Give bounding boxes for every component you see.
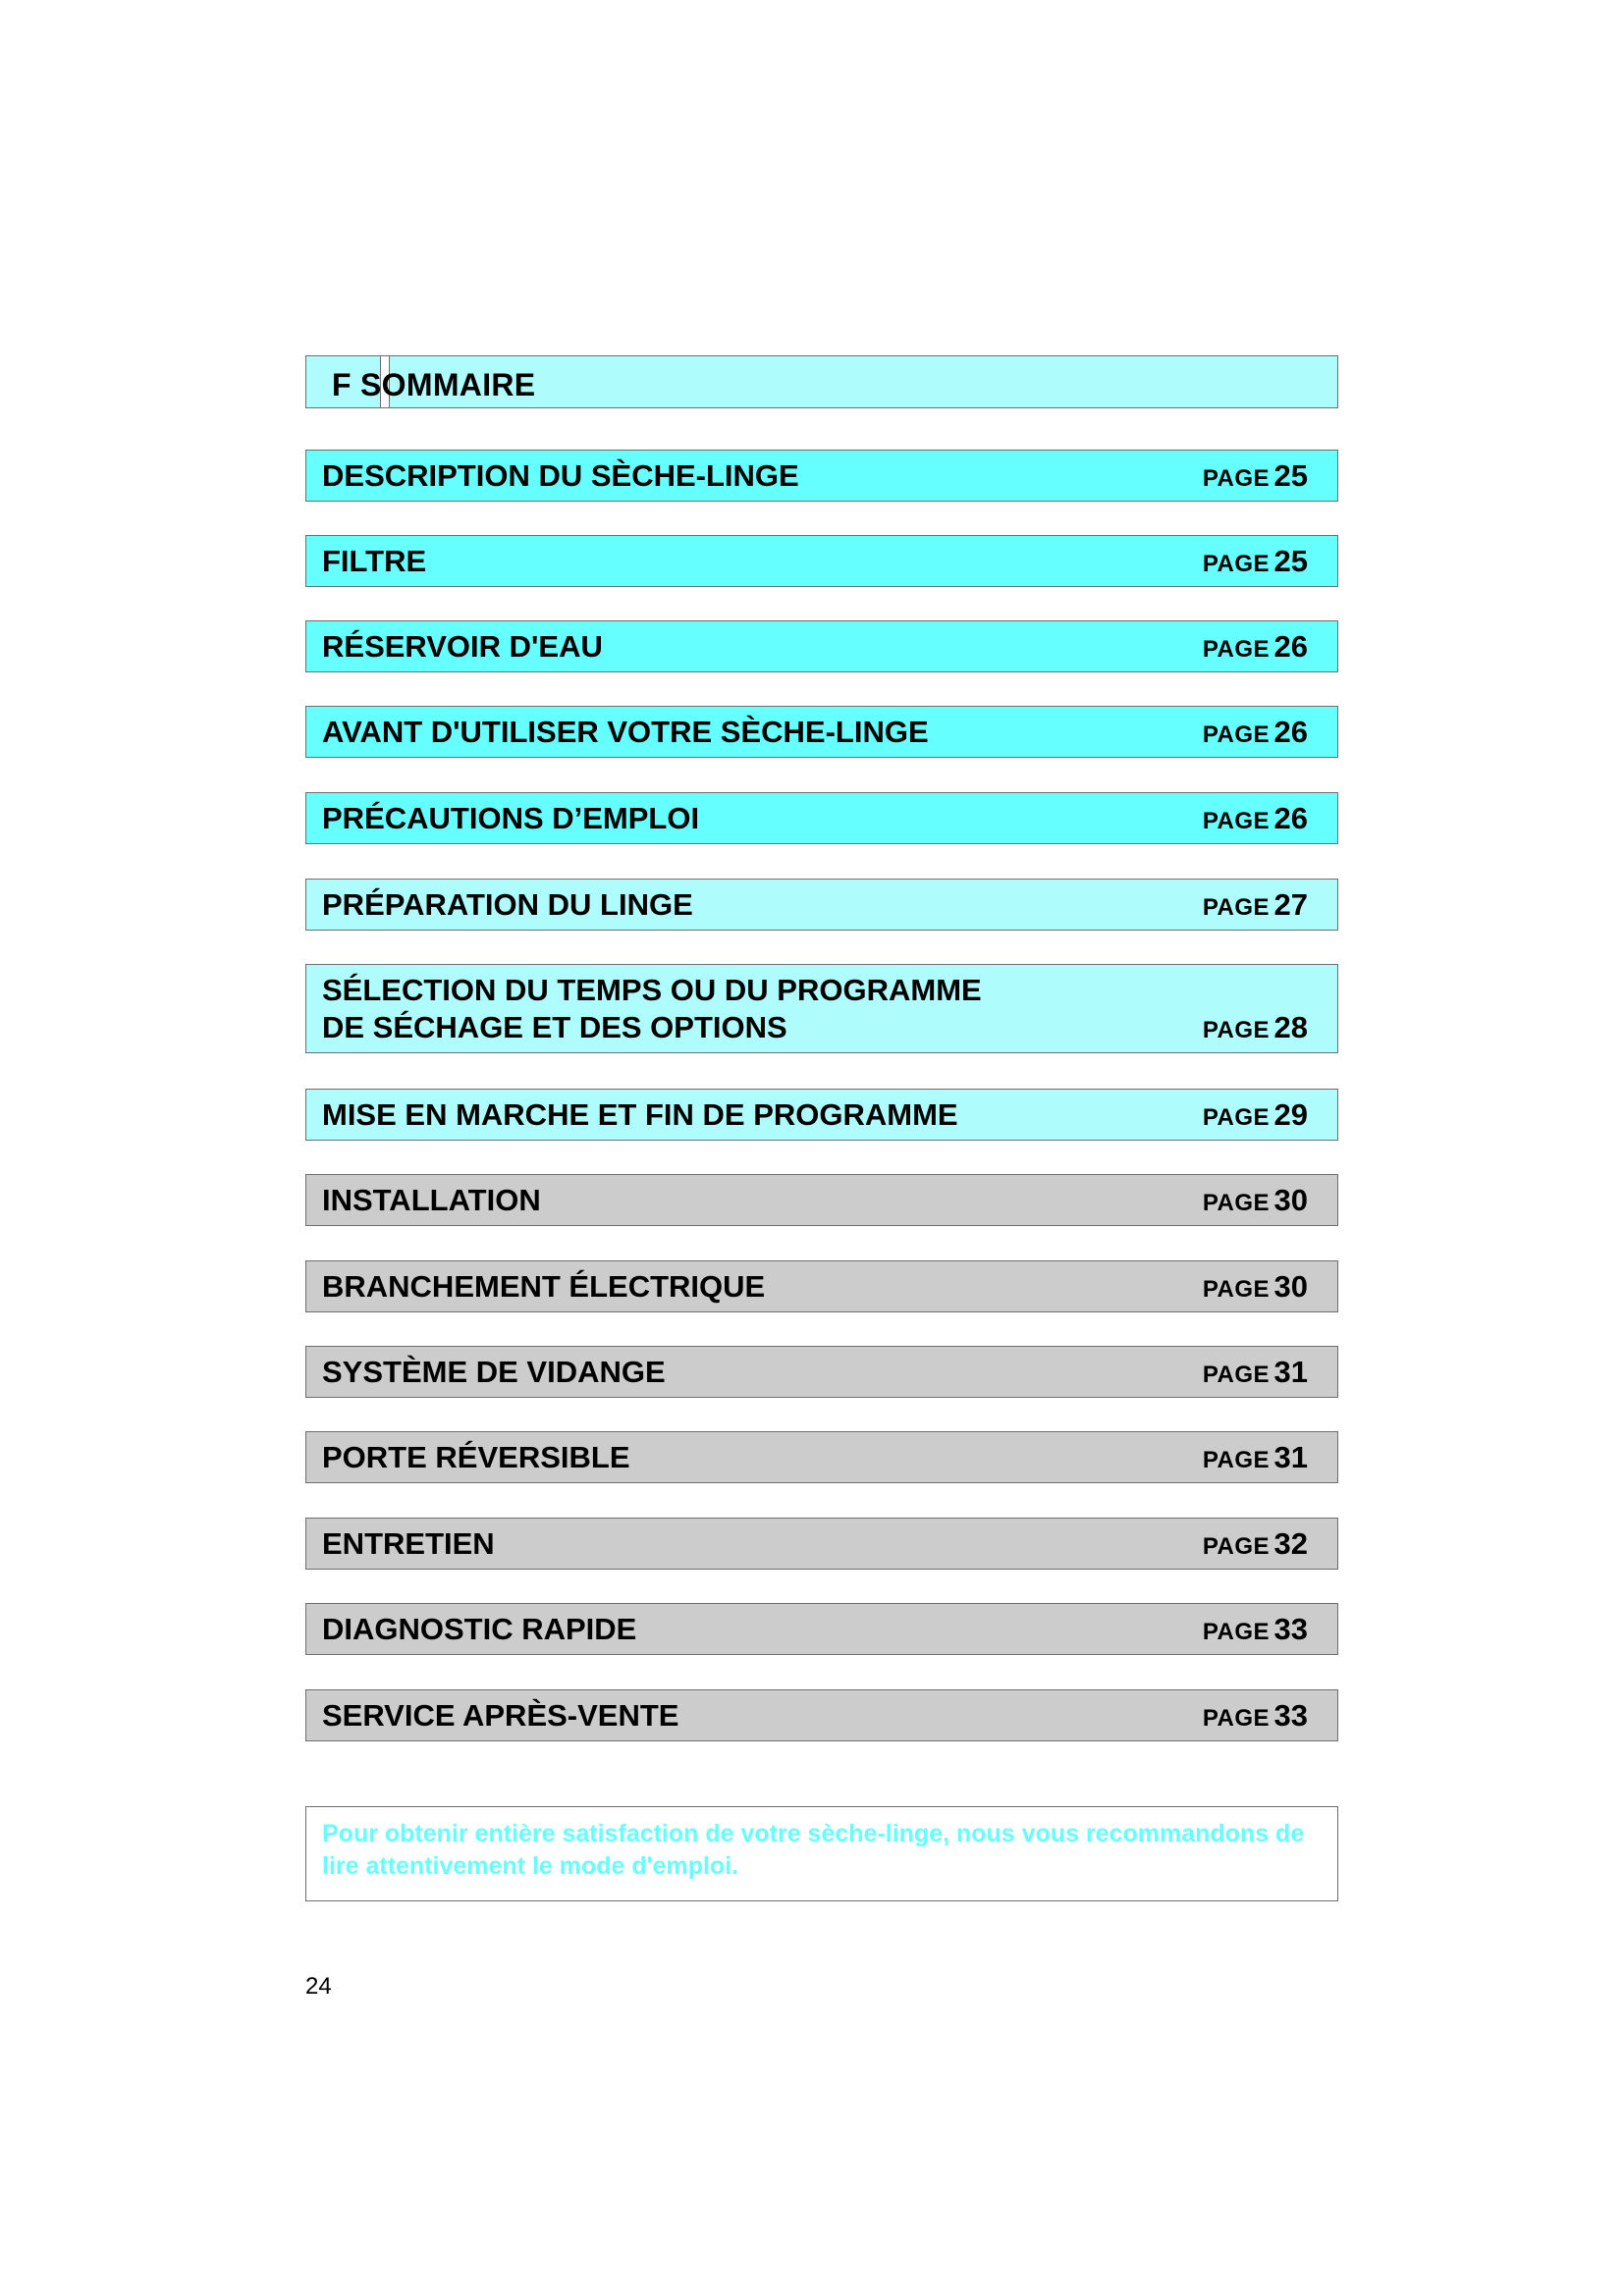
- toc-row[interactable]: [305, 1689, 1338, 1741]
- page-number-ref: 26: [1273, 801, 1308, 835]
- toc-page-ref: [1203, 628, 1308, 670]
- page-word: PAGE: [1202, 1533, 1271, 1560]
- toc-page-ref: [1203, 457, 1308, 500]
- page-word: PAGE: [1202, 1705, 1271, 1732]
- page-word: PAGE: [1202, 894, 1271, 921]
- toc-label: FILTRE: [322, 544, 427, 578]
- page-word: PAGE: [1202, 1276, 1271, 1303]
- toc-row[interactable]: [305, 1089, 1338, 1141]
- toc-row[interactable]: [305, 792, 1338, 844]
- page-word: PAGE: [1202, 1017, 1271, 1043]
- page-word: PAGE: [1202, 1619, 1271, 1645]
- toc-page-ref: [1203, 543, 1308, 585]
- toc-page-ref: [1203, 1611, 1308, 1653]
- page-word: PAGE: [1202, 1104, 1271, 1131]
- page-number-ref: 27: [1273, 887, 1308, 922]
- toc-label-line2: DE SÉCHAGE ET DES OPTIONS: [322, 1010, 787, 1044]
- page-word: PAGE: [1202, 1362, 1271, 1388]
- toc-page-ref: [1203, 1182, 1308, 1224]
- note-text: Pour obtenir entière satisfaction de votre sèche-linge, nous vous recommandons de lire attentivement le mode d'emploi.: [322, 1820, 1305, 1880]
- page-number-ref: 31: [1273, 1440, 1308, 1474]
- toc-page-ref: [1203, 886, 1308, 929]
- toc-page-ref: [1203, 714, 1308, 756]
- toc-label: RÉSERVOIR D'EAU: [322, 629, 603, 664]
- toc-label: SERVICE APRÈS-VENTE: [322, 1698, 679, 1733]
- toc-label: MISE EN MARCHE ET FIN DE PROGRAMME: [322, 1097, 958, 1132]
- toc-row[interactable]: [305, 964, 1338, 1053]
- page-number-ref: 33: [1273, 1698, 1308, 1733]
- toc-row[interactable]: [305, 1431, 1338, 1483]
- page-word: PAGE: [1202, 465, 1271, 492]
- toc-page-ref: [1203, 1009, 1308, 1051]
- page-word: PAGE: [1202, 636, 1271, 663]
- page-word: PAGE: [1202, 1447, 1271, 1473]
- toc-row[interactable]: [305, 620, 1338, 672]
- toc-label: PORTE RÉVERSIBLE: [322, 1440, 630, 1474]
- page-number-ref: 30: [1273, 1269, 1308, 1304]
- toc-label: INSTALLATION: [322, 1183, 541, 1217]
- page-word: PAGE: [1202, 721, 1271, 748]
- toc-label: PRÉCAUTIONS D’EMPLOI: [322, 801, 700, 835]
- toc-page-ref: [1203, 800, 1308, 842]
- toc-row[interactable]: [305, 535, 1338, 587]
- page-title: F SOMMAIRE: [332, 367, 536, 402]
- toc-row[interactable]: [305, 879, 1338, 931]
- page-word: PAGE: [1202, 808, 1271, 834]
- page-word: PAGE: [1202, 551, 1271, 577]
- toc-label: AVANT D'UTILISER VOTRE SÈCHE-LINGE: [322, 715, 929, 749]
- toc-label: PRÉPARATION DU LINGE: [322, 887, 693, 922]
- toc-page-ref: [1203, 1697, 1308, 1739]
- page-number: 24: [305, 1973, 332, 2000]
- toc-row[interactable]: [305, 1174, 1338, 1226]
- page-number-ref: 32: [1273, 1526, 1308, 1561]
- toc-row[interactable]: [305, 706, 1338, 758]
- toc-page-ref: [1203, 1096, 1308, 1139]
- toc-row[interactable]: [305, 1518, 1338, 1570]
- toc-page-ref: [1203, 1268, 1308, 1310]
- toc-row[interactable]: [305, 1346, 1338, 1398]
- toc-page-ref: [1203, 1354, 1308, 1396]
- toc-label: ENTRETIEN: [322, 1526, 495, 1561]
- page-number-ref: 26: [1273, 715, 1308, 749]
- page-number-ref: 33: [1273, 1612, 1308, 1646]
- page-number-ref: 28: [1273, 1010, 1308, 1044]
- page-number-ref: 25: [1273, 544, 1308, 578]
- toc-label: DIAGNOSTIC RAPIDE: [322, 1612, 637, 1646]
- toc-label: SÉLECTION DU TEMPS OU DU PROGRAMME: [322, 973, 982, 1007]
- toc-row[interactable]: [305, 1260, 1338, 1312]
- title-box: [305, 355, 1338, 408]
- toc-row[interactable]: [305, 450, 1338, 502]
- page-word: PAGE: [1202, 1190, 1271, 1216]
- toc-page-ref: [1203, 1439, 1308, 1481]
- page-number-ref: 26: [1273, 629, 1308, 664]
- toc-page-ref: [1203, 1525, 1308, 1568]
- page-number-ref: 25: [1273, 458, 1308, 493]
- toc-label: BRANCHEMENT ÉLECTRIQUE: [322, 1269, 766, 1304]
- toc-row[interactable]: [305, 1603, 1338, 1655]
- note-box: [305, 1806, 1338, 1901]
- page-number-ref: 30: [1273, 1183, 1308, 1217]
- toc-label: DESCRIPTION DU SÈCHE-LINGE: [322, 458, 799, 493]
- toc-label: SYSTÈME DE VIDANGE: [322, 1355, 666, 1389]
- page-number-ref: 31: [1273, 1355, 1308, 1389]
- page-number-ref: 29: [1273, 1097, 1308, 1132]
